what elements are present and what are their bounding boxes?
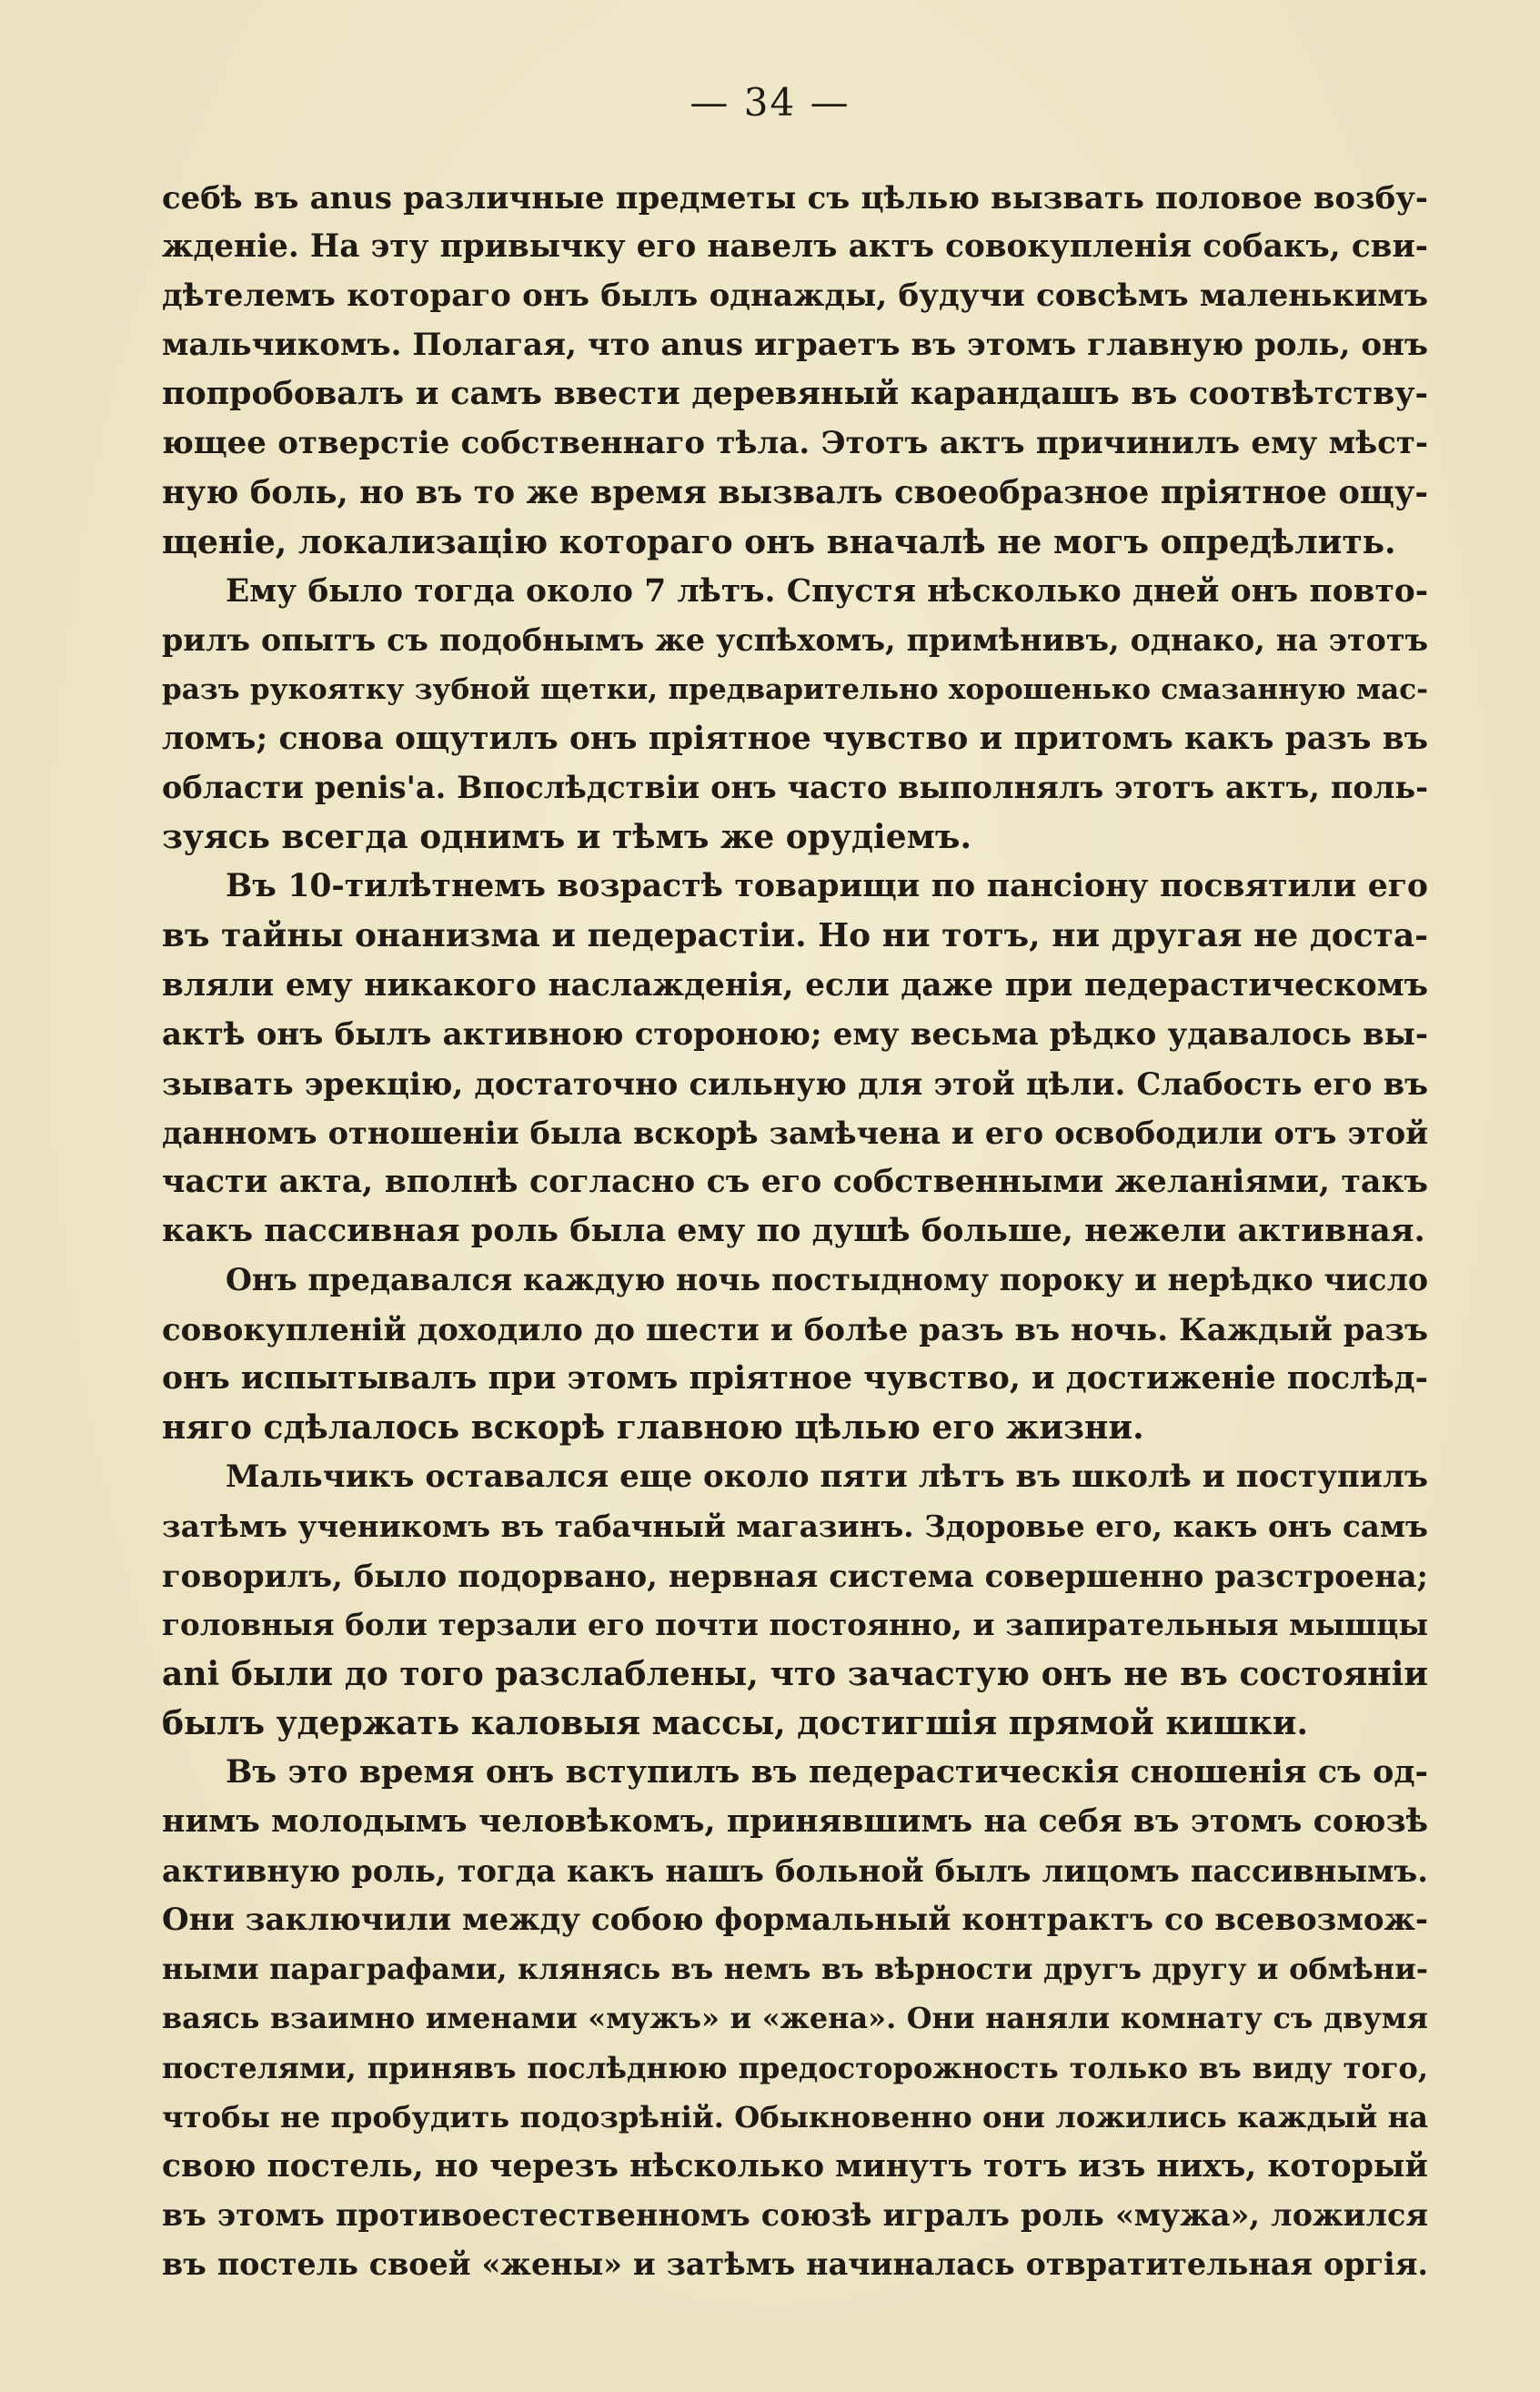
text-line: части акта, вполнѣ согласно съ его собственными желаніями, такъ [162, 1162, 1428, 1200]
text-line: ломъ; снова ощутилъ онъ пріятное чувство и притомъ какъ разъ въ [162, 721, 1428, 758]
text-line: мальчикомъ. Полагая, что anus играетъ въ этомъ главную роль, онъ [162, 327, 1428, 364]
text-line: жденіе. На эту привычку его навелъ актъ совокупленія собакъ, сви- [162, 228, 1428, 266]
text-line: вляли ему никакого наслажденія, если даже при педерастическомъ [162, 966, 1428, 1004]
text-line: попробовалъ и самъ ввести деревяный карандашъ въ соотвѣтству- [162, 375, 1428, 413]
text-line: въ тайны онанизма и педерастіи. Но ни тотъ, ни другая не доста- [162, 916, 1428, 955]
text-line: чтобы не пробудить подозрѣній. Обыкновенно они ложились каждый на [162, 2099, 1428, 2135]
text-line: Ему было тогда около 7 лѣтъ. Спустя нѣсколько дней онъ повто- [226, 572, 1428, 610]
text-line: данномъ отношеніи была вскорѣ замѣчена и его освободили отъ этой [162, 1114, 1428, 1151]
text-line: былъ удержать каловыя массы, достигшія прямой кишки. [162, 1703, 1308, 1742]
text-line: зуясь всегда однимъ и тѣмъ же орудіемъ. [162, 818, 972, 857]
page-number: — 34 — [689, 80, 851, 125]
text-line: совокупленій доходило до шести и болѣе разъ въ ночь. Каждый разъ [162, 1311, 1428, 1348]
text-line: ными параграфами, клянясь въ немъ въ вѣрности другъ другу и обмѣни- [162, 1952, 1428, 1987]
text-line: себѣ въ anus различные предметы съ цѣлью вызвать половое возбу- [162, 179, 1428, 216]
text-line: разъ рукоятку зубной щетки, предварительно хорошенько смазанную мас- [162, 672, 1428, 706]
text-line: головныя боли терзали его почти постоянно, и запирательныя мышцы [162, 1606, 1428, 1642]
text-line: области penis'а. Впослѣдствіи онъ часто выполнялъ этотъ актъ, поль- [162, 770, 1428, 806]
text-line: ющее отверстіе собственнаго тѣла. Этотъ актъ причинилъ ему мѣст- [162, 425, 1428, 462]
text-line: затѣмъ ученикомъ въ табачный магазинъ. Здоровье его, какъ онъ самъ [162, 1508, 1428, 1544]
text-line: какъ пассивная роль была ему по душѣ больше, нежели активная. [162, 1211, 1425, 1249]
text-line: онъ испытывалъ при этомъ пріятное чувство, и достиженіе послѣд- [162, 1360, 1428, 1398]
text-line: Они заключили между собою формальный контрактъ со всевозмож- [162, 1902, 1428, 1939]
body-text [162, 173, 1428, 2289]
text-line: въ постель своей «жены» и затѣмъ начиналась отвратительная оргія. [162, 2246, 1428, 2282]
text-line: зывать эрекцію, достаточно сильную для этой цѣли. Слабость его въ [162, 1065, 1428, 1102]
text-line: въ этомъ противоестественномъ союзѣ игралъ роль «мужа», ложился [162, 2196, 1428, 2233]
text-line: ваясь взаимно именами «мужъ» и «жена». Они наняли комнату съ двумя [162, 2001, 1428, 2036]
text-line: дѣтелемъ котораго онъ былъ однажды, будучи совсѣмъ маленькимъ [162, 278, 1428, 315]
text-line: ani были до того разслаблены, что зачастую онъ не въ состояніи [162, 1654, 1428, 1693]
text-line: Онъ предавался каждую ночь постыдному пороку и нерѣдко число [226, 1262, 1428, 1298]
text-line: няго сдѣлалось вскорѣ главною цѣлью его жизни. [162, 1408, 1144, 1448]
text-line: Въ это время онъ вступилъ въ педерастическія сношенія съ од- [226, 1753, 1428, 1791]
text-line: активную роль, тогда какъ нашъ больной былъ лицомъ пассивнымъ. [162, 1852, 1428, 1890]
text-line: рилъ опытъ съ подобнымъ же успѣхомъ, примѣнивъ, однако, на этотъ [162, 621, 1428, 658]
text-line: щеніе, локализацію котораго онъ вначалѣ не могъ опредѣлить. [162, 522, 1396, 561]
text-line: Въ 10-тилѣтнемъ возрастѣ товарищи по пансіону посвятили его [226, 868, 1428, 905]
text-line: актѣ онъ былъ активною стороною; ему весьма рѣдко удавалось вы- [162, 1015, 1428, 1053]
text-line: Мальчикъ оставался еще около пяти лѣтъ въ школѣ и поступилъ [226, 1458, 1428, 1496]
text-line: ную боль, но въ то же время вызвалъ своеобразное пріятное ощу- [162, 473, 1428, 511]
text-line: постелями, принявъ послѣднюю предосторожность только въ виду того, [162, 2050, 1428, 2085]
text-line: нимъ молодымъ человѣкомъ, принявшимъ на себя въ этомъ союзѣ [162, 1802, 1428, 1841]
text-line: говорилъ, было подорвано, нервная система совершенно разстроена; [162, 1557, 1428, 1594]
text-line: свою постель, но черезъ нѣсколько минутъ тотъ изъ нихъ, который [162, 2147, 1428, 2185]
